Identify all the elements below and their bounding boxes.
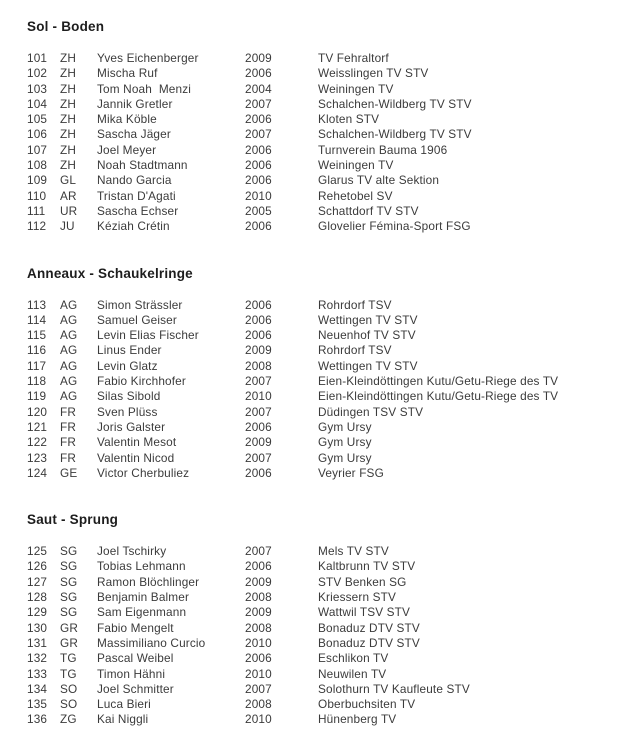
cell-canton: FR: [60, 435, 77, 450]
cell-club: STV Benken SG: [318, 574, 407, 589]
table-row: [27, 112, 624, 127]
table-row: [27, 127, 624, 142]
cell-canton: GR: [60, 620, 78, 635]
cell-birth-year: 2008: [245, 358, 272, 373]
cell-canton: UR: [60, 203, 78, 218]
cell-canton: SG: [60, 559, 78, 574]
cell-athlete-name: Benjamin Balmer: [97, 590, 190, 605]
start-list: [27, 19, 624, 728]
cell-canton: TG: [60, 651, 77, 666]
cell-club: Bonaduz DTV STV: [318, 620, 420, 635]
cell-canton: ZH: [60, 51, 77, 65]
cell-athlete-name: Noah Stadtmann: [97, 158, 188, 173]
cell-athlete-name: Levin Glatz: [97, 358, 158, 373]
cell-birth-year: 2007: [245, 450, 272, 465]
table-row: [27, 544, 624, 559]
table-row: [27, 313, 624, 328]
table-row: [27, 389, 624, 404]
cell-start-number: 107: [27, 142, 48, 157]
table-row: [27, 143, 624, 158]
cell-canton: JU: [60, 219, 75, 234]
cell-birth-year: 2007: [245, 96, 272, 111]
cell-canton: SG: [60, 590, 78, 605]
cell-start-number: 134: [27, 681, 48, 696]
cell-club: Kriessern STV: [318, 590, 396, 605]
cell-start-number: 101: [27, 51, 48, 65]
table-row: [27, 405, 624, 420]
cell-birth-year: 2006: [245, 297, 272, 312]
cell-start-number: 133: [27, 666, 48, 681]
table-row: [27, 158, 624, 173]
cell-club: Solothurn TV Kaufleute STV: [318, 681, 470, 696]
cell-start-number: 104: [27, 96, 48, 111]
cell-birth-year: 2008: [245, 590, 272, 605]
section-title: Anneaux - Schaukelringe: [27, 265, 193, 281]
table-row: [27, 682, 624, 697]
cell-club: Eien-Kleindöttingen Kutu/Getu-Riege des TV: [318, 389, 559, 404]
cell-canton: ZH: [60, 112, 77, 127]
table-row: [27, 590, 624, 605]
cell-athlete-name: Pascal Weibel: [97, 651, 174, 666]
cell-club: Rehetobel SV: [318, 188, 393, 203]
table-row: [27, 451, 624, 466]
cell-athlete-name: Tristan D'Agati: [97, 188, 176, 203]
cell-canton: FR: [60, 450, 77, 465]
section-title: Saut - Sprung: [27, 512, 119, 528]
cell-canton: SG: [60, 544, 78, 559]
cell-start-number: 113: [27, 297, 47, 312]
table-row: [27, 343, 624, 358]
cell-athlete-name: Kéziah Crétin: [97, 219, 170, 234]
cell-canton: ZG: [60, 712, 77, 727]
table-row: [27, 359, 624, 374]
table-row: [27, 636, 624, 651]
cell-birth-year: 2006: [245, 328, 272, 343]
cell-club: Eien-Kleindöttingen Kutu/Getu-Riege des TV: [318, 374, 559, 389]
cell-athlete-name: Massimiliano Curcio: [97, 635, 206, 650]
cell-club: Kaltbrunn TV STV: [318, 559, 416, 574]
cell-club: Rohrdorf TSV: [318, 343, 392, 358]
cell-birth-year: 2006: [245, 112, 272, 127]
cell-birth-year: 2007: [245, 544, 272, 559]
cell-athlete-name: Victor Cherbuliez: [97, 465, 190, 480]
cell-start-number: 115: [27, 328, 47, 343]
cell-start-number: 120: [27, 404, 48, 419]
cell-club: Gym Ursy: [318, 450, 372, 465]
cell-club: Schattdorf TV STV: [318, 203, 419, 218]
cell-canton: ZH: [60, 158, 77, 173]
cell-birth-year: 2010: [245, 666, 272, 681]
cell-canton: GR: [60, 635, 78, 650]
cell-athlete-name: Fabio Kirchhofer: [97, 374, 186, 389]
table-row: [27, 575, 624, 590]
cell-start-number: 123: [27, 450, 48, 465]
section-rows: [27, 544, 624, 728]
cell-canton: AG: [60, 374, 78, 389]
table-row: [27, 82, 624, 97]
cell-club: Glovelier Fémina-Sport FSG: [318, 219, 471, 234]
section-rows: [27, 51, 624, 235]
cell-canton: FR: [60, 404, 77, 419]
cell-start-number: 111: [27, 203, 46, 218]
cell-canton: AG: [60, 312, 78, 327]
cell-canton: GE: [60, 465, 78, 480]
cell-canton: TG: [60, 666, 77, 681]
cell-start-number: 116: [27, 343, 47, 358]
cell-birth-year: 2010: [245, 712, 272, 727]
cell-birth-year: 2007: [245, 681, 272, 696]
cell-club: Veyrier FSG: [318, 465, 384, 480]
cell-canton: SO: [60, 681, 78, 696]
cell-canton: FR: [60, 419, 77, 434]
cell-start-number: 129: [27, 605, 48, 620]
cell-athlete-name: Timon Hähni: [97, 666, 166, 681]
cell-club: Wettingen TV STV: [318, 358, 418, 373]
cell-club: Schalchen-Wildberg TV STV: [318, 127, 472, 142]
cell-start-number: 121: [27, 419, 48, 434]
cell-club: Düdingen TSV STV: [318, 404, 424, 419]
cell-canton: ZH: [60, 66, 77, 81]
cell-birth-year: 2007: [245, 404, 272, 419]
cell-birth-year: 2007: [245, 374, 272, 389]
cell-athlete-name: Samuel Geiser: [97, 312, 177, 327]
table-row: [27, 667, 624, 682]
cell-start-number: 102: [27, 66, 48, 81]
cell-start-number: 103: [27, 81, 48, 96]
section-title: Sol - Boden: [27, 19, 105, 34]
cell-birth-year: 2009: [245, 343, 272, 358]
cell-start-number: 112: [27, 219, 47, 234]
cell-birth-year: 2006: [245, 158, 272, 173]
cell-birth-year: 2005: [245, 203, 272, 218]
cell-birth-year: 2006: [245, 312, 272, 327]
cell-club: Neuenhof TV STV: [318, 328, 416, 343]
discipline-section: [27, 19, 624, 235]
cell-athlete-name: Tom Noah Menzi: [97, 81, 192, 96]
cell-birth-year: 2006: [245, 66, 272, 81]
cell-canton: AG: [60, 389, 78, 404]
discipline-section: [27, 266, 624, 482]
cell-athlete-name: Linus Ender: [97, 343, 162, 358]
cell-athlete-name: Nando Garcia: [97, 173, 172, 188]
cell-start-number: 105: [27, 112, 48, 127]
cell-birth-year: 2006: [245, 142, 272, 157]
table-row: [27, 374, 624, 389]
cell-athlete-name: Simon Strässler: [97, 297, 183, 312]
cell-start-number: 118: [27, 374, 47, 389]
cell-athlete-name: Valentin Nicod: [97, 450, 175, 465]
discipline-section: [27, 512, 624, 728]
cell-start-number: 131: [27, 635, 48, 650]
cell-canton: AG: [60, 328, 78, 343]
cell-canton: ZH: [60, 81, 77, 96]
cell-club: Bonaduz DTV STV: [318, 635, 420, 650]
cell-birth-year: 2008: [245, 620, 272, 635]
cell-club: Weiningen TV: [318, 158, 394, 173]
cell-club: TV Fehraltorf: [318, 51, 389, 65]
cell-start-number: 125: [27, 544, 48, 559]
cell-canton: ZH: [60, 127, 77, 142]
cell-canton: SG: [60, 574, 78, 589]
cell-club: Gym Ursy: [318, 435, 372, 450]
cell-athlete-name: Mischa Ruf: [97, 66, 158, 81]
cell-club: Oberbuchsiten TV: [318, 697, 416, 712]
table-row: [27, 189, 624, 204]
cell-athlete-name: Sam Eigenmann: [97, 605, 187, 620]
cell-start-number: 110: [27, 188, 47, 203]
cell-start-number: 114: [27, 312, 47, 327]
cell-start-number: 128: [27, 590, 48, 605]
cell-athlete-name: Luca Bieri: [97, 697, 151, 712]
cell-club: Schalchen-Wildberg TV STV: [318, 96, 472, 111]
table-row: [27, 204, 624, 219]
cell-start-number: 106: [27, 127, 48, 142]
cell-canton: AG: [60, 343, 78, 358]
cell-athlete-name: Sascha Echser: [97, 203, 179, 218]
cell-athlete-name: Joel Tschirky: [97, 544, 167, 559]
cell-athlete-name: Joris Galster: [97, 419, 166, 434]
cell-club: Eschlikon TV: [318, 651, 389, 666]
cell-birth-year: 2009: [245, 435, 272, 450]
table-row: [27, 559, 624, 574]
cell-club: Rohrdorf TSV: [318, 297, 392, 312]
cell-birth-year: 2008: [245, 697, 272, 712]
cell-canton: SO: [60, 697, 78, 712]
cell-birth-year: 2006: [245, 465, 272, 480]
table-row: [27, 420, 624, 435]
cell-club: Gym Ursy: [318, 419, 372, 434]
table-row: [27, 51, 624, 66]
cell-club: Neuwilen TV: [318, 666, 387, 681]
cell-canton: AG: [60, 358, 78, 373]
cell-athlete-name: Sven Plüss: [97, 404, 158, 419]
cell-start-number: 126: [27, 559, 48, 574]
table-row: [27, 651, 624, 666]
cell-club: Wattwil TSV STV: [318, 605, 411, 620]
table-row: [27, 712, 624, 727]
table-row: [27, 605, 624, 620]
cell-birth-year: 2006: [245, 419, 272, 434]
table-row: [27, 298, 624, 313]
cell-club: Wettingen TV STV: [318, 312, 418, 327]
cell-club: Weisslingen TV STV: [318, 66, 429, 81]
cell-start-number: 117: [27, 358, 47, 373]
table-row: [27, 66, 624, 81]
cell-athlete-name: Jannik Gretler: [97, 96, 173, 111]
table-row: [27, 219, 624, 234]
table-row: [27, 697, 624, 712]
cell-athlete-name: Mika Köble: [97, 112, 157, 127]
cell-canton: ZH: [60, 96, 77, 111]
cell-athlete-name: Levin Elias Fischer: [97, 328, 199, 343]
cell-birth-year: 2006: [245, 173, 272, 188]
cell-birth-year: 2006: [245, 651, 272, 666]
cell-canton: ZH: [60, 142, 77, 157]
cell-club: Hünenberg TV: [318, 712, 397, 727]
cell-start-number: 119: [27, 389, 47, 404]
cell-athlete-name: Fabio Mengelt: [97, 620, 174, 635]
cell-canton: AG: [60, 297, 78, 312]
cell-start-number: 122: [27, 435, 48, 450]
cell-club: Turnverein Bauma 1906: [318, 142, 448, 157]
cell-athlete-name: Joel Meyer: [97, 142, 157, 157]
cell-start-number: 108: [27, 158, 48, 173]
cell-birth-year: 2006: [245, 219, 272, 234]
cell-birth-year: 2009: [245, 605, 272, 620]
cell-birth-year: 2010: [245, 635, 272, 650]
cell-birth-year: 2010: [245, 188, 272, 203]
cell-start-number: 109: [27, 173, 48, 188]
cell-athlete-name: Sascha Jäger: [97, 127, 171, 142]
cell-athlete-name: Yves Eichenberger: [97, 51, 199, 65]
cell-birth-year: 2009: [245, 51, 272, 65]
cell-athlete-name: Ramon Blöchlinger: [97, 574, 200, 589]
cell-start-number: 130: [27, 620, 48, 635]
cell-athlete-name: Tobias Lehmann: [97, 559, 186, 574]
cell-start-number: 132: [27, 651, 48, 666]
section-rows: [27, 298, 624, 482]
cell-athlete-name: Silas Sibold: [97, 389, 161, 404]
table-row: [27, 328, 624, 343]
cell-birth-year: 2007: [245, 127, 272, 142]
cell-birth-year: 2006: [245, 559, 272, 574]
cell-club: Glarus TV alte Sektion: [318, 173, 440, 188]
cell-start-number: 124: [27, 465, 48, 480]
cell-birth-year: 2010: [245, 389, 272, 404]
cell-canton: GL: [60, 173, 77, 188]
table-row: [27, 621, 624, 636]
cell-athlete-name: Kai Niggli: [97, 712, 149, 727]
cell-birth-year: 2004: [245, 81, 272, 96]
table-row: [27, 97, 624, 112]
cell-start-number: 127: [27, 574, 48, 589]
cell-athlete-name: Joel Schmitter: [97, 681, 174, 696]
cell-birth-year: 2009: [245, 574, 272, 589]
cell-start-number: 135: [27, 697, 48, 712]
cell-club: Mels TV STV: [318, 544, 389, 559]
cell-start-number: 136: [27, 712, 48, 727]
cell-canton: AR: [60, 188, 77, 203]
table-row: [27, 173, 624, 188]
table-row: [27, 466, 624, 481]
table-row: [27, 435, 624, 450]
cell-club: Kloten STV: [318, 112, 380, 127]
cell-athlete-name: Valentin Mesot: [97, 435, 177, 450]
cell-canton: SG: [60, 605, 78, 620]
cell-club: Weiningen TV: [318, 81, 394, 96]
